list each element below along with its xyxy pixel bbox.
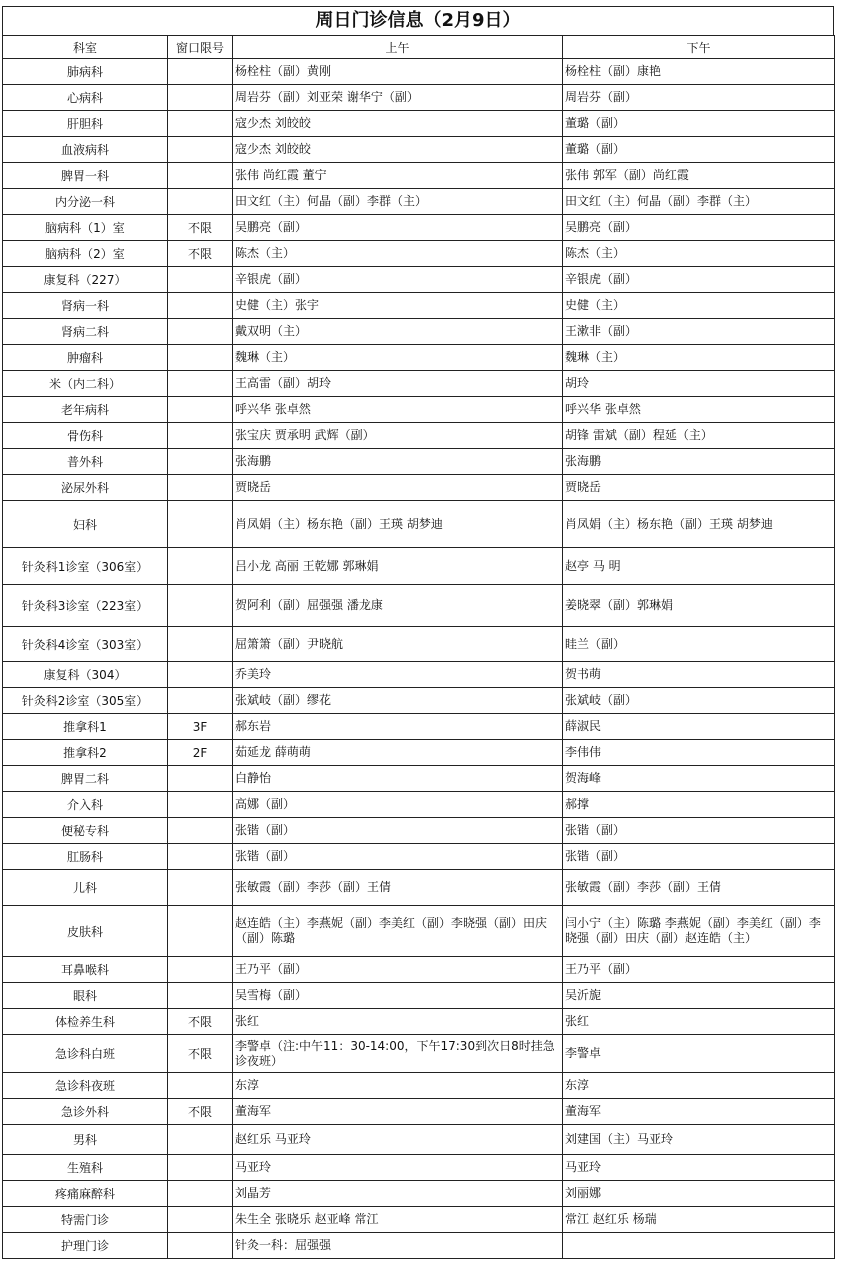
afternoon-cell: 周岩芬（副） [563,85,835,111]
table-row [3,215,835,241]
morning-cell: 呼兴华 张卓然 [233,397,563,423]
window-limit-cell [168,1073,233,1099]
table-row [3,1099,835,1125]
header-morning: 上午 [233,36,563,59]
afternoon-cell: 刘建国（主）马亚玲 [563,1125,835,1155]
table-row [3,792,835,818]
window-limit-cell: 2F [168,740,233,766]
window-limit-cell [168,957,233,983]
table-row [3,983,835,1009]
morning-cell: 董海军 [233,1099,563,1125]
afternoon-cell: 张锴（副） [563,818,835,844]
department-cell: 介入科 [3,792,168,818]
window-limit-cell [168,1181,233,1207]
table-row [3,319,835,345]
window-limit-cell [168,1125,233,1155]
morning-cell: 王乃平（副） [233,957,563,983]
window-limit-cell [168,137,233,163]
afternoon-cell: 贺书萌 [563,662,835,688]
morning-cell: 魏琳（主） [233,345,563,371]
afternoon-cell: 薛淑民 [563,714,835,740]
window-limit-cell [168,1207,233,1233]
department-cell: 妇科 [3,501,168,548]
afternoon-cell: 李警卓 [563,1035,835,1073]
department-cell: 血液病科 [3,137,168,163]
window-limit-cell [168,345,233,371]
window-limit-cell [168,371,233,397]
table-row [3,740,835,766]
window-limit-cell: 不限 [168,1035,233,1073]
morning-cell: 张敏霞（副）李莎（副）王倩 [233,870,563,906]
window-limit-cell: 不限 [168,1099,233,1125]
window-limit-cell [168,844,233,870]
window-limit-cell [168,189,233,215]
window-limit-cell [168,792,233,818]
morning-cell: 针灸一科：屈强强 [233,1233,563,1259]
window-limit-cell [168,548,233,585]
afternoon-cell: 贾晓岳 [563,475,835,501]
morning-cell: 张锴（副） [233,844,563,870]
afternoon-cell: 张海鹏 [563,449,835,475]
morning-cell: 张斌岐（副）缪花 [233,688,563,714]
morning-cell: 屈箫箫（副）尹晓航 [233,627,563,662]
morning-cell: 朱生全 张晓乐 赵亚峰 常江 [233,1207,563,1233]
window-limit-cell [168,319,233,345]
window-limit-cell: 不限 [168,1009,233,1035]
table-row [3,1181,835,1207]
department-cell: 脾胃二科 [3,766,168,792]
morning-cell: 周岩芬（副）刘亚荣 谢华宁（副） [233,85,563,111]
schedule-table [2,35,835,1259]
header-window-limit: 窗口限号 [168,36,233,59]
table-row [3,475,835,501]
table-row [3,85,835,111]
schedule-body [3,59,835,1259]
morning-cell: 贾晓岳 [233,475,563,501]
window-limit-cell [168,906,233,957]
morning-cell: 东淳 [233,1073,563,1099]
window-limit-cell: 不限 [168,241,233,267]
afternoon-cell: 李伟伟 [563,740,835,766]
afternoon-cell: 闫小宁（主）陈璐 李燕妮（副）李美红（副）李晓强（副）田庆（副）赵连皓（主） [563,906,835,957]
afternoon-cell: 胡锋 雷斌（副）程延（主） [563,423,835,449]
department-cell: 泌尿外科 [3,475,168,501]
table-row [3,818,835,844]
department-cell: 脑病科（1）室 [3,215,168,241]
table-row [3,1073,835,1099]
morning-cell: 茹延龙 薛萌萌 [233,740,563,766]
window-limit-cell: 不限 [168,215,233,241]
afternoon-cell: 东淳 [563,1073,835,1099]
window-limit-cell [168,818,233,844]
department-cell: 针灸科1诊室（306室） [3,548,168,585]
morning-cell: 戴双明（主） [233,319,563,345]
department-cell: 男科 [3,1125,168,1155]
department-cell: 体检养生科 [3,1009,168,1035]
department-cell: 急诊科夜班 [3,1073,168,1099]
window-limit-cell [168,293,233,319]
department-cell: 普外科 [3,449,168,475]
table-row [3,293,835,319]
afternoon-cell: 吴沂旎 [563,983,835,1009]
department-cell: 康复科（304） [3,662,168,688]
window-limit-cell [168,1155,233,1181]
window-limit-cell [168,85,233,111]
afternoon-cell: 田文红（主）何晶（副）李群（主） [563,189,835,215]
header-row [3,36,835,59]
afternoon-cell: 辛银虎（副） [563,267,835,293]
department-cell: 生殖科 [3,1155,168,1181]
window-limit-cell: 3F [168,714,233,740]
afternoon-cell: 张红 [563,1009,835,1035]
table-row [3,957,835,983]
morning-cell: 吕小龙 高丽 王乾娜 郭琳娟 [233,548,563,585]
window-limit-cell [168,423,233,449]
table-row [3,267,835,293]
morning-cell: 寇少杰 刘皎皎 [233,111,563,137]
window-limit-cell [168,627,233,662]
department-cell: 推拿科2 [3,740,168,766]
window-limit-cell [168,59,233,85]
afternoon-cell: 马亚玲 [563,1155,835,1181]
morning-cell: 刘晶芳 [233,1181,563,1207]
table-row [3,59,835,85]
morning-cell: 史健（主）张宇 [233,293,563,319]
morning-cell: 赵红乐 马亚玲 [233,1125,563,1155]
morning-cell: 马亚玲 [233,1155,563,1181]
morning-cell: 张宝庆 贾承明 武辉（副） [233,423,563,449]
department-cell: 心病科 [3,85,168,111]
header-afternoon: 下午 [563,36,835,59]
department-cell: 老年病科 [3,397,168,423]
table-row [3,548,835,585]
window-limit-cell [168,397,233,423]
afternoon-cell: 吴鹏亮（副） [563,215,835,241]
table-row [3,766,835,792]
table-row [3,371,835,397]
window-limit-cell [168,163,233,189]
afternoon-cell: 张锴（副） [563,844,835,870]
morning-cell: 辛银虎（副） [233,267,563,293]
department-cell: 特需门诊 [3,1207,168,1233]
afternoon-cell: 张斌岐（副） [563,688,835,714]
afternoon-cell: 肖凤娟（主）杨东艳（副）王瑛 胡梦迪 [563,501,835,548]
table-row [3,1155,835,1181]
afternoon-cell: 史健（主） [563,293,835,319]
morning-cell: 张伟 尚红霞 董宁 [233,163,563,189]
morning-cell: 田文红（主）何晶（副）李群（主） [233,189,563,215]
afternoon-cell: 赵亭 马 明 [563,548,835,585]
window-limit-cell [168,475,233,501]
morning-cell: 张锴（副） [233,818,563,844]
afternoon-cell: 常江 赵红乐 杨瑞 [563,1207,835,1233]
afternoon-cell: 贺海峰 [563,766,835,792]
morning-cell: 高娜（副） [233,792,563,818]
department-cell: 米（内二科） [3,371,168,397]
afternoon-cell: 胡玲 [563,371,835,397]
department-cell: 脑病科（2）室 [3,241,168,267]
afternoon-cell: 董璐（副） [563,111,835,137]
department-cell: 康复科（227） [3,267,168,293]
table-row [3,241,835,267]
afternoon-cell: 呼兴华 张卓然 [563,397,835,423]
table-row [3,1207,835,1233]
table-row [3,844,835,870]
department-cell: 针灸科2诊室（305室） [3,688,168,714]
table-row [3,397,835,423]
table-row [3,163,835,189]
table-row [3,627,835,662]
department-cell: 针灸科4诊室（303室） [3,627,168,662]
morning-cell: 李警卓（注:中午11：30-14:00，下午17:30到次日8时挂急诊夜班） [233,1035,563,1073]
window-limit-cell [168,585,233,627]
table-row [3,189,835,215]
department-cell: 推拿科1 [3,714,168,740]
department-cell: 针灸科3诊室（223室） [3,585,168,627]
window-limit-cell [168,501,233,548]
morning-cell: 陈杰（主） [233,241,563,267]
morning-cell: 贺阿利（副）屈强强 潘龙康 [233,585,563,627]
afternoon-cell: 姜晓翠（副）郭琳娟 [563,585,835,627]
window-limit-cell [168,111,233,137]
morning-cell: 肖凤娟（主）杨东艳（副）王瑛 胡梦迪 [233,501,563,548]
table-row [3,449,835,475]
department-cell: 肝胆科 [3,111,168,137]
afternoon-cell: 王漱非（副） [563,319,835,345]
department-cell: 急诊科白班 [3,1035,168,1073]
department-cell: 脾胃一科 [3,163,168,189]
afternoon-cell: 董海军 [563,1099,835,1125]
afternoon-cell [563,1233,835,1259]
table-row [3,714,835,740]
window-limit-cell [168,870,233,906]
page-title: 周日门诊信息（2月9日） [2,6,834,35]
afternoon-cell: 王乃平（副） [563,957,835,983]
department-cell: 眼科 [3,983,168,1009]
table-row [3,345,835,371]
morning-cell: 赵连皓（主）李燕妮（副）李美红（副）李晓强（副）田庆（副）陈璐 [233,906,563,957]
department-cell: 便秘专科 [3,818,168,844]
afternoon-cell: 郝撑 [563,792,835,818]
morning-cell: 王高雷（副）胡玲 [233,371,563,397]
morning-cell: 吴雪梅（副） [233,983,563,1009]
window-limit-cell [168,766,233,792]
table-row [3,906,835,957]
department-cell: 肾病二科 [3,319,168,345]
department-cell: 急诊外科 [3,1099,168,1125]
window-limit-cell [168,449,233,475]
morning-cell: 乔美玲 [233,662,563,688]
table-row [3,501,835,548]
window-limit-cell [168,983,233,1009]
morning-cell: 杨栓柱（副）黄刚 [233,59,563,85]
table-row [3,585,835,627]
morning-cell: 白静怡 [233,766,563,792]
table-row [3,111,835,137]
table-row [3,1009,835,1035]
afternoon-cell: 杨栓柱（副）康艳 [563,59,835,85]
department-cell: 骨伤科 [3,423,168,449]
table-row [3,1233,835,1259]
table-row [3,662,835,688]
department-cell: 儿科 [3,870,168,906]
table-row [3,1125,835,1155]
afternoon-cell: 陈杰（主） [563,241,835,267]
department-cell: 肛肠科 [3,844,168,870]
department-cell: 肺病科 [3,59,168,85]
table-row [3,423,835,449]
window-limit-cell [168,662,233,688]
table-row [3,137,835,163]
schedule-sheet [2,6,834,1259]
afternoon-cell: 刘丽娜 [563,1181,835,1207]
afternoon-cell: 董璐（副） [563,137,835,163]
afternoon-cell: 张伟 郭军（副）尚红霞 [563,163,835,189]
header-department: 科室 [3,36,168,59]
morning-cell: 郝东岩 [233,714,563,740]
window-limit-cell [168,1233,233,1259]
department-cell: 皮肤科 [3,906,168,957]
table-row [3,1035,835,1073]
department-cell: 耳鼻喉科 [3,957,168,983]
window-limit-cell [168,267,233,293]
morning-cell: 张红 [233,1009,563,1035]
window-limit-cell [168,688,233,714]
afternoon-cell: 魏琳（主） [563,345,835,371]
department-cell: 肿瘤科 [3,345,168,371]
afternoon-cell: 张敏霞（副）李莎（副）王倩 [563,870,835,906]
table-row [3,870,835,906]
afternoon-cell: 眭兰（副） [563,627,835,662]
department-cell: 内分泌一科 [3,189,168,215]
table-row [3,688,835,714]
department-cell: 疼痛麻醉科 [3,1181,168,1207]
morning-cell: 吴鹏亮（副） [233,215,563,241]
department-cell: 护理门诊 [3,1233,168,1259]
morning-cell: 寇少杰 刘皎皎 [233,137,563,163]
department-cell: 肾病一科 [3,293,168,319]
morning-cell: 张海鹏 [233,449,563,475]
